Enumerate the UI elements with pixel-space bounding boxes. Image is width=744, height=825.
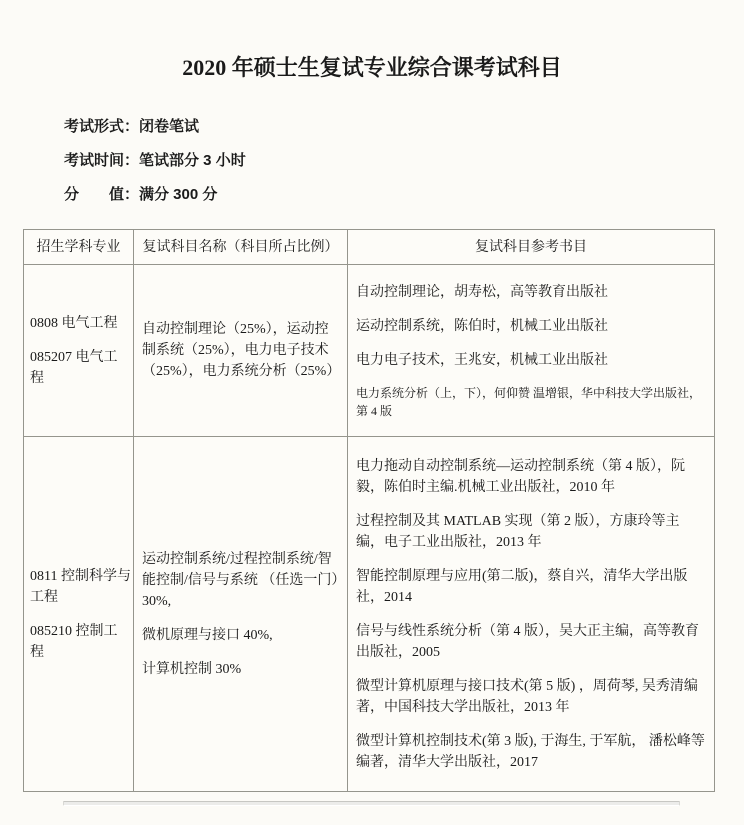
references-cell xyxy=(348,265,715,437)
exam-time-value: 笔试部分 3 小时 xyxy=(139,152,246,169)
exam-form-line xyxy=(64,110,744,144)
exam-score-line xyxy=(64,178,744,212)
reference-text: 电力电子技术，王兆安，机械工业出版社 xyxy=(356,352,608,368)
major-text: 0808 电气工程 xyxy=(30,315,118,331)
subjects-cell xyxy=(134,437,348,792)
subjects-cell xyxy=(134,265,348,437)
exam-info-block xyxy=(64,110,744,212)
header-references: 复试科目参考书目 xyxy=(348,230,715,265)
reference-text: 电力系统分析（上，下），何仰赞 温增银，华中科技大学出版社，第 4 版 xyxy=(356,385,702,418)
exam-score-value: 满分 300 分 xyxy=(139,186,218,203)
major-text: 0811 控制科学与工程 xyxy=(30,568,131,605)
table-header-row xyxy=(24,230,715,265)
subject-text: 运动控制系统/过程控制系统/智能控制/信号与系统 （任选一门）30%, xyxy=(142,551,339,609)
table-row xyxy=(24,265,715,437)
major-cell xyxy=(24,265,134,437)
subject-text: 计算机控制 30% xyxy=(142,661,242,677)
reference-text: 自动控制理论，胡寿松，高等教育出版社 xyxy=(356,284,608,300)
major-text: 085207 电气工程 xyxy=(30,349,118,386)
reference-text: 过程控制及其 MATLAB 实现（第 2 版），方康玲等主编，电子工业出版社，2013 年 xyxy=(356,513,680,550)
header-subjects: 复试科目名称（科目所占比例） xyxy=(134,230,348,265)
exam-form-label: 考试形式： xyxy=(64,118,140,135)
reference-text: 微型计算机原理与接口技术(第 5 版) ，周荷琴, 吴秀清编著，中国科技大学出版社，2013 年 xyxy=(356,678,698,715)
subject-text: 微机原理与接口 40%, xyxy=(142,627,273,643)
reference-text: 电力拖动自动控制系统—运动控制系统（第 4 版），阮毅，陈伯时主编.机械工业出版社，2010 年 xyxy=(356,458,685,495)
reference-text: 信号与线性系统分析（第 4 版），吴大正主编，高等教育出版社，2005 xyxy=(356,623,699,660)
exam-time-line xyxy=(64,144,744,178)
horizontal-rule xyxy=(63,801,680,806)
references-cell xyxy=(348,437,715,792)
reference-text: 智能控制原理与应用(第二版)，蔡自兴，清华大学出版社，2014 xyxy=(356,568,688,605)
header-major: 招生学科专业 xyxy=(24,230,134,265)
page-title: 2020 年硕士生复试专业综合课考试科目 xyxy=(182,55,562,80)
table-row xyxy=(24,437,715,792)
major-cell xyxy=(24,437,134,792)
reference-text: 微型计算机控制技术(第 3 版), 于海生, 于军航， 潘松峰等编著，清华大学出版社，2017 xyxy=(356,733,705,770)
subject-text: 自动控制理论（25%），运动控制系统（25%），电力电子技术（25%），电力系统分析（25%） xyxy=(142,322,341,379)
exam-subjects-table xyxy=(23,229,715,792)
exam-time-label: 考试时间： xyxy=(64,152,140,169)
exam-form-value: 闭卷笔试 xyxy=(139,118,200,135)
major-text: 085210 控制工程 xyxy=(30,623,118,660)
exam-table-body xyxy=(24,265,715,792)
reference-text: 运动控制系统，陈伯时，机械工业出版社 xyxy=(356,318,608,334)
exam-score-label: 分 值： xyxy=(64,186,140,203)
